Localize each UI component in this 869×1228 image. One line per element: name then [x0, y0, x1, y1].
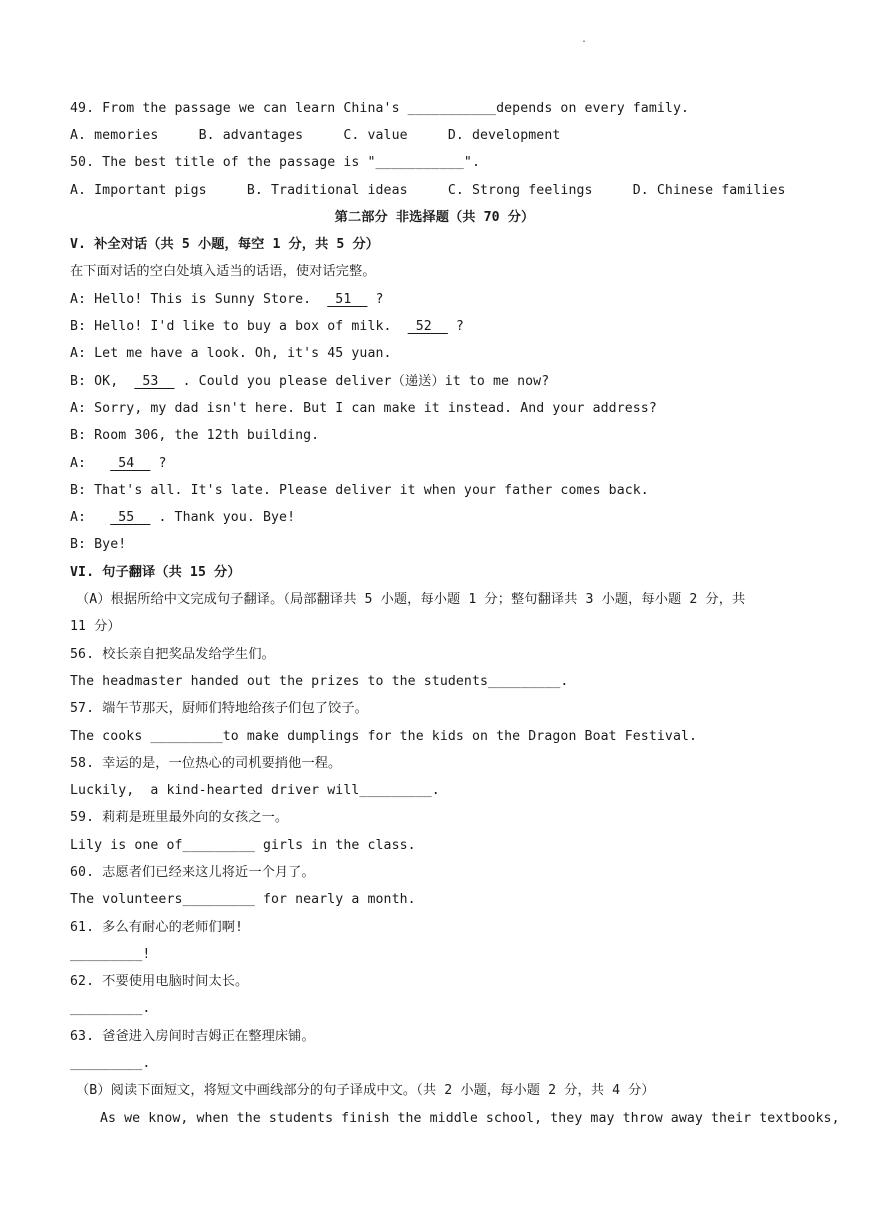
question-50-options: A. Important pigs B. Traditional ideas C. Strong feelings D. Chinese families [70, 183, 786, 198]
item-58-en: Luckily, a kind-hearted driver will_________. [70, 783, 440, 798]
section5-title: V. 补全对话（共 5 小题，每空 1 分，共 5 分） [70, 237, 380, 252]
section6-title: VI. 句子翻译（共 15 分） [70, 565, 241, 580]
dialogue-line: B: Room 306, the 12th building. [70, 428, 320, 443]
item-60-cn: 60. 志愿者们已经来这儿将近一个月了。 [70, 865, 315, 880]
dialogue-line: A: 55 . Thank you. Bye! [70, 510, 296, 525]
blank-53[interactable]: 53 [134, 374, 175, 389]
item-62-en: _________. [70, 1001, 151, 1016]
blank-51[interactable]: 51 [327, 292, 368, 307]
partA-instruction-cont: 11 分） [70, 619, 121, 634]
item-63-cn: 63. 爸爸进入房间时吉姆正在整理床铺。 [70, 1029, 315, 1044]
section5-instruction: 在下面对话的空白处填入适当的话语，使对话完整。 [70, 264, 376, 279]
header-mark: . [581, 34, 588, 45]
dialogue-line: B: That's all. It's late. Please deliver it when your father comes back. [70, 483, 649, 498]
dialogue-line: A: 54 ? [70, 456, 167, 471]
item-60-en: The volunteers_________ for nearly a month. [70, 892, 416, 907]
item-59-en: Lily is one of_________ girls in the class. [70, 838, 416, 853]
item-57-en: The cooks _________to make dumplings for the kids on the Dragon Boat Festival. [70, 729, 698, 744]
dialogue-line: A: Sorry, my dad isn't here. But I can make it instead. And your address? [70, 401, 657, 416]
item-61-en: _________! [70, 947, 151, 962]
blank-52[interactable]: 52 [407, 319, 448, 334]
dialogue-line: A: Hello! This is Sunny Store. 51 ? [70, 292, 384, 307]
item-58-cn: 58. 幸运的是，一位热心的司机要捎他一程。 [70, 756, 342, 771]
partA-instruction: （A）根据所给中文完成句子翻译。（局部翻译共 5 小题，每小题 1 分；整句翻译共 3 小题，每小题 2 分，共 [76, 592, 746, 607]
partB-instruction: （B）阅读下面短文，将短文中画线部分的句子译成中文。（共 2 小题，每小题 2 分，共 4 分） [76, 1083, 655, 1098]
item-59-cn: 59. 莉莉是班里最外向的女孩之一。 [70, 810, 289, 825]
dialogue-line: B: Bye! [70, 537, 127, 552]
item-62-cn: 62. 不要使用电脑时间太长。 [70, 974, 249, 989]
item-63-en: _________. [70, 1056, 151, 1071]
question-49-options: A. memories B. advantages C. value D. development [70, 128, 561, 143]
item-56-cn: 56. 校长亲自把奖品发给学生们。 [70, 647, 275, 662]
blank-54[interactable]: 54 [110, 456, 151, 471]
passage-first-line: As we know, when the students finish the middle school, they may throw away their textbooks, [100, 1111, 840, 1126]
item-57-cn: 57. 端午节那天，厨师们特地给孩子们包了饺子。 [70, 701, 368, 716]
dialogue-line: A: Let me have a look. Oh, it's 45 yuan. [70, 346, 392, 361]
item-61-cn: 61. 多么有耐心的老师们啊! [70, 920, 244, 935]
blank-55[interactable]: 55 [110, 510, 151, 525]
question-50: 50. The best title of the passage is "___________". [70, 155, 481, 170]
dialogue-line: B: Hello! I'd like to buy a box of milk. 52 ? [70, 319, 464, 334]
dialogue-line: B: OK, 53 . Could you please deliver（递送）it to me now? [70, 374, 550, 389]
question-49: 49. From the passage we can learn China's ___________depends on every family. [70, 101, 690, 116]
part2-title: 第二部分 非选择题（共 70 分） [334, 210, 535, 225]
item-56-en: The headmaster handed out the prizes to the students_________. [70, 674, 569, 689]
